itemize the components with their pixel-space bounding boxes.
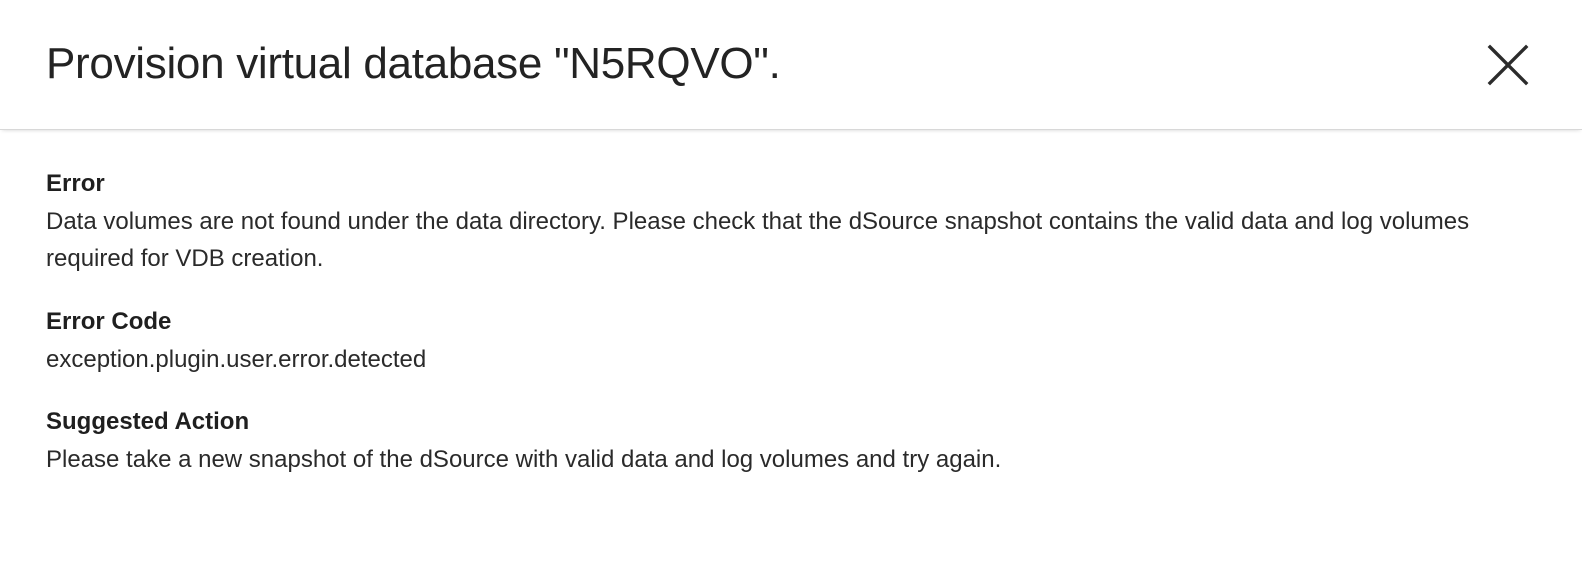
error-heading: Error	[46, 170, 105, 197]
dialog-body	[0, 130, 1582, 566]
error-section	[46, 168, 1536, 278]
dialog-header	[0, 0, 1582, 130]
error-code-section	[46, 306, 1536, 378]
suggested-action-section	[46, 406, 1536, 478]
suggested-action-text: Please take a new snapshot of the dSource with valid data and log volumes and try again.	[46, 446, 1002, 474]
suggested-action-heading: Suggested Action	[46, 407, 250, 435]
error-code-heading: Error Code	[46, 307, 172, 335]
close-button[interactable]	[1476, 33, 1540, 97]
close-icon	[1485, 42, 1531, 88]
dialog-title: Provision virtual database "N5RQVO".	[46, 40, 781, 89]
error-message: Data volumes are not found under the data directory. Please check that the dSource snapshot contains the valid data and log volumes required for VDB creation.	[46, 208, 1470, 273]
error-code-value: exception.plugin.user.error.detected	[46, 345, 427, 373]
